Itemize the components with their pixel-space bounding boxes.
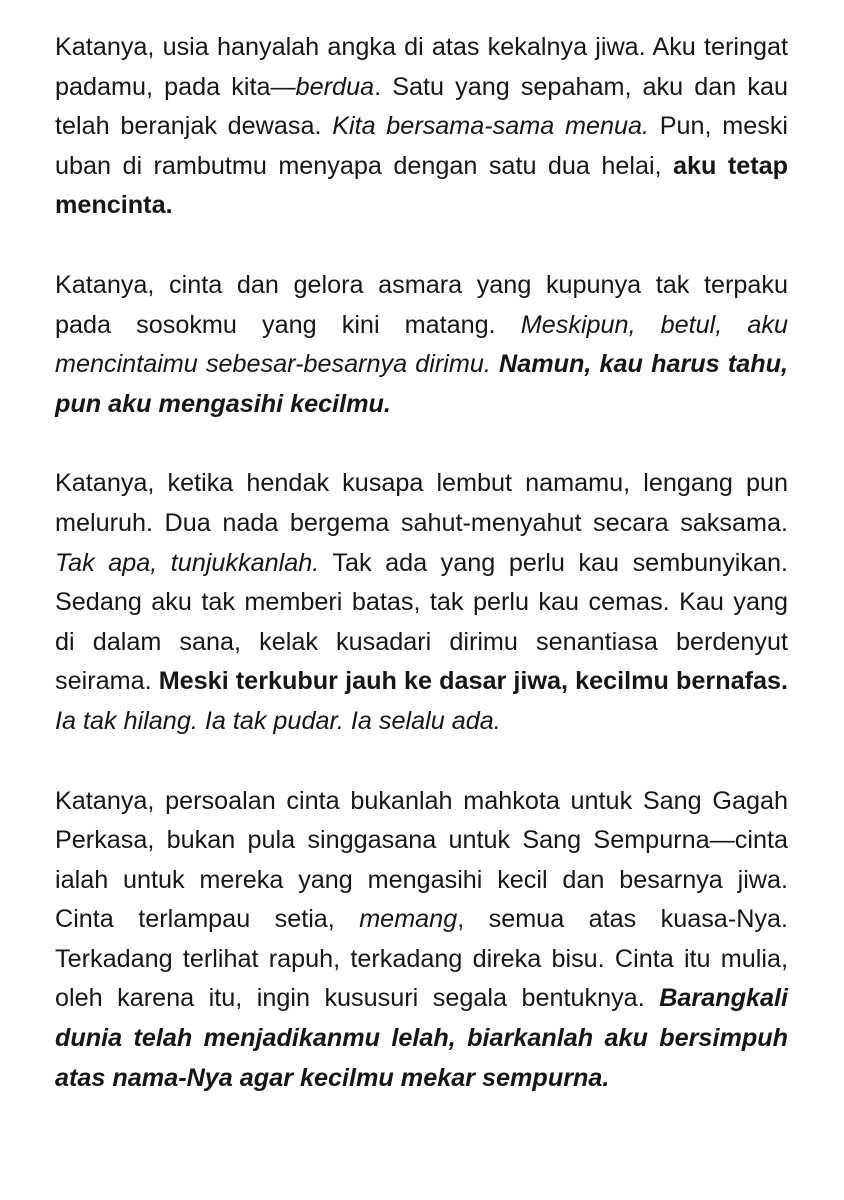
paragraph-3 [55,464,788,741]
text-segment [491,350,499,378]
text-segment-italic: memang [359,905,458,934]
text-segment-italic: Kita bersama-sama menua. [332,112,649,141]
text-segment-italic: Ia tak hilang. Ia tak pudar. Ia selalu ada. [55,706,501,735]
document-body [55,28,788,1098]
text-segment-italic: Meskipun, betul, aku mencintaimu sebesar-besarnya dirimu. [55,310,788,379]
paragraph-1 [55,28,788,226]
text-segment: , semua atas kuasa-Nya. Terkadang terlihat rapuh, terkadang direka bisu. Cinta itu mulia, oleh karena itu, ingin kususuri segala bentuknya. [55,905,788,1013]
text-segment: Katanya, cinta dan gelora asmara yang kupunya tak terpaku pada sosokmu yang kini matang. [55,270,788,339]
text-segment: . Satu yang sepaham, aku dan kau telah beranjak dewasa. [55,72,789,141]
text-segment-italic: Tak apa, tunjukkanlah. [55,548,320,577]
text-segment-bold: Meski terkubur jauh ke dasar jiwa, kecilmu bernafas. [158,667,788,696]
text-segment: Pun, meski uban di rambutmu menyapa dengan satu dua helai, [55,112,789,180]
paragraph-2 [55,266,788,424]
text-segment-bold-italic: Namun, kau harus tahu, pun aku mengasihi kecilmu. [55,350,789,418]
text-segment: Katanya, usia hanyalah angka di atas kekalnya jiwa. Aku teringat padamu, pada kita— [55,33,788,101]
text-segment: Katanya, ketika hendak kusapa lembut namamu, lengang pun meluruh. Dua nada bergema sahut-menyahut secara saksama. [55,469,788,537]
text-segment-italic: berdua [295,72,375,101]
paragraph-4 [55,782,788,1099]
text-segment: Tak ada yang perlu kau sembunyikan. Sedang aku tak memberi batas, tak perlu kau cemas. Kau yang di dalam sana, kelak kusadari dirimu senantiasa berdenyut seirama. [55,548,788,696]
text-segment: Katanya, persoalan cinta bukanlah mahkota untuk Sang Gagah Perkasa, bukan pula singgasana untuk Sang Sempurna—cinta ialah untuk mereka yang mengasihi kecil dan besarnya jiwa. Cinta terlampau setia, [55,786,788,934]
text-segment-bold-italic: Barangkali dunia telah menjadikanmu lelah, biarkanlah aku bersimpuh atas nama-Nya agar kecilmu mekar sempurna. [55,984,788,1092]
text-segment-bold: aku tetap mencinta. [55,151,788,220]
